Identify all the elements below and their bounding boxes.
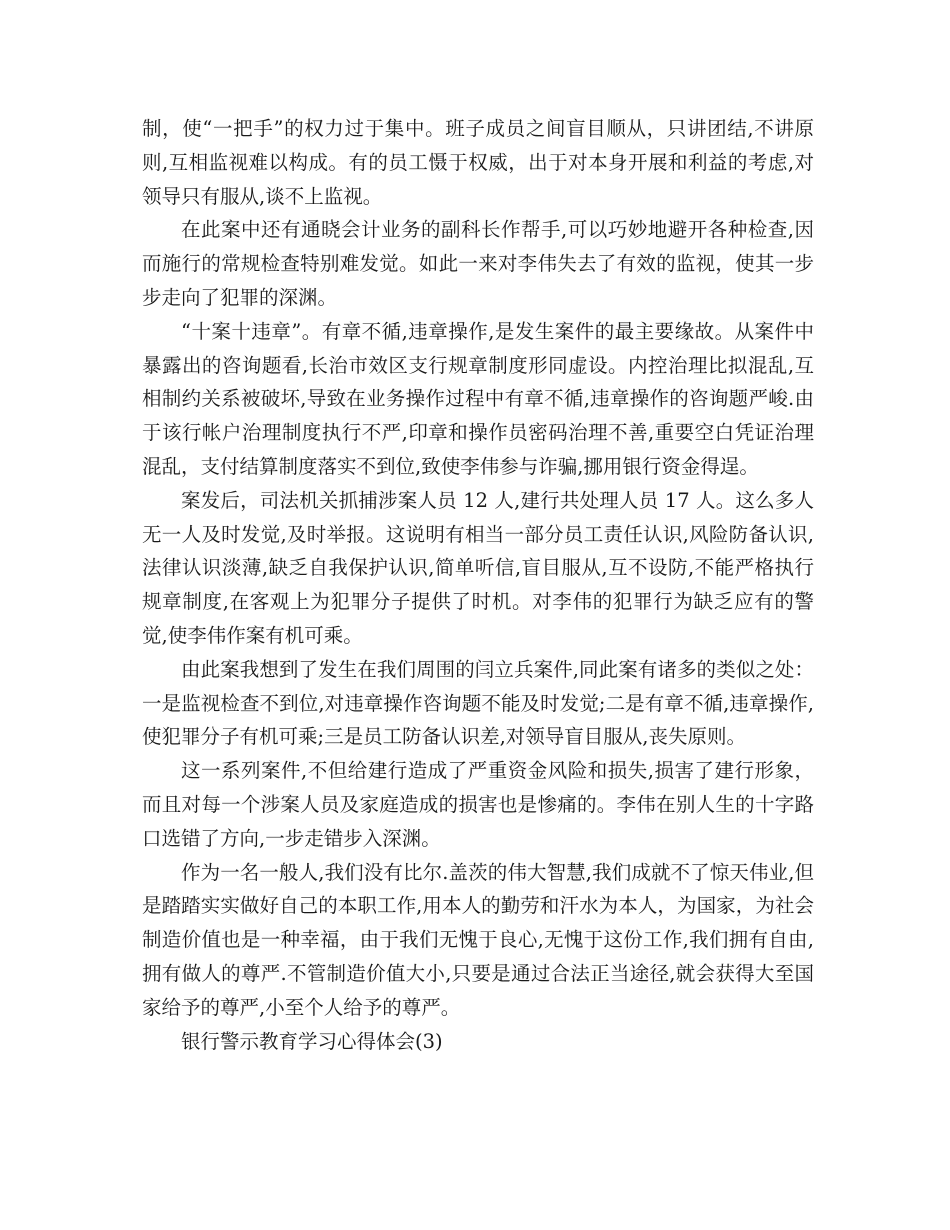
paragraph: 作为一名一般人,我们没有比尔.盖茨的伟大智慧,我们成就不了惊天伟业,但是踏踏实实做好自己的本职工作,用本人的勤劳和汗水为本人，为国家，为社会制造价值也是一种幸福，由于我们无愧于良心,无愧于这份工作,我们拥有自由,拥有做人的尊严.不管制造价值大小,只要是通过合法正当途径,就会获得大至国家给予的尊严,小至个人给予的尊严。 (142, 860, 814, 1019)
section-heading: 银行警示教育学习心得体会(3) (181, 1029, 443, 1053)
paragraph: 这一系列案件,不但给建行造成了严重资金风险和损失,损害了建行形象，而且对每一个涉案人员及家庭造成的损害也是惨痛的。李伟在别人生的十字路口选错了方向,一步走错步入深渊。 (142, 759, 814, 850)
paragraph: 在此案中还有通晓会计业务的副科长作帮手,可以巧妙地避开各种检查,因而施行的常规检查特别难发觉。如此一来对李伟失去了有效的监视，使其一步步走向了犯罪的深渊。 (142, 218, 814, 309)
paragraph: “十案十违章”。有章不循,违章操作,是发生案件的最主要缘故。从案件中暴露出的咨询题看,长治市效区支行规章制度形同虚设。内控治理比拟混乱,互相制约关系被破坏,导致在业务操作过程中有章不循,违章操作的咨询题严峻.由于该行帐户治理制度执行不严,印章和操作员密码治理不善,重要空白凭证治理混乱，支付结算制度落实不到位,致使李伟参与诈骗,挪用银行资金得逞。 (142, 319, 814, 478)
paragraph: 案发后，司法机关抓捕涉案人员 12 人,建行共处理人员 17 人。这么多人无一人及时发觉,及时举报。这说明有相当一部分员工责任认识,风险防备认识,法律认识淡薄,缺乏自我保护认识,简单听信,盲目服从,互不设防,不能严格执行规章制度,在客观上为犯罪分子提供了时机。对李伟的犯罪行为缺乏应有的警觉,使李伟作案有机可乘。 (142, 488, 814, 647)
paragraph: 由此案我想到了发生在我们周围的闫立兵案件,同此案有诸多的类似之处：一是监视检查不到位,对违章操作咨询题不能及时发觉;二是有章不循,违章操作,使犯罪分子有机可乘;三是员工防备认识差,对领导盲目服从,丧失原则。 (142, 657, 814, 749)
paragraph-continuation: 制，使“一把手”的权力过于集中。班子成员之间盲目顺从，只讲团结,不讲原则,互相监视难以构成。有的员工慑于权威，出于对本身开展和利益的考虑,对领导只有服从,谈不上监视。 (142, 117, 814, 208)
document-body (142, 112, 814, 1058)
